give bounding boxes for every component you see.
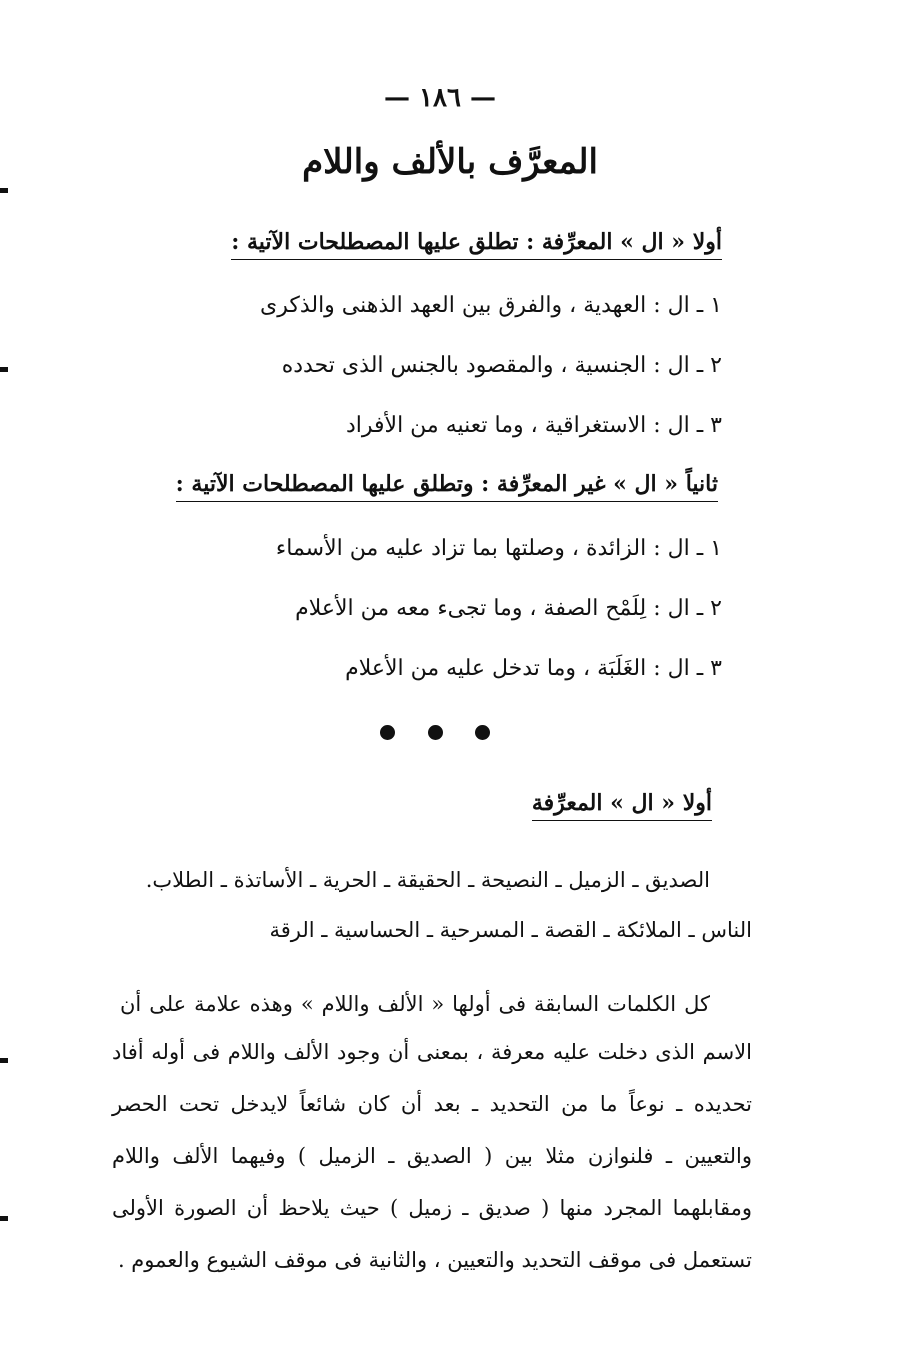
divider-dot	[428, 725, 443, 740]
edge-mark	[0, 367, 8, 372]
section-heading-text: أولا « ال » المعرِّفة	[532, 790, 712, 821]
divider-dot	[380, 725, 395, 740]
section-heading-text: أولا « ال » المعرِّفة : تطلق عليها المصطلحات الآتية :	[231, 229, 722, 260]
edge-mark	[0, 1216, 8, 1221]
list-item: ٢ ـ ال : لِلَمْح الصفة ، وما تجىء معه من الأعلام	[295, 596, 722, 621]
section-heading-defining-al	[231, 226, 722, 258]
list-item: ٣ ـ ال : الغَلَبَة ، وما تدخل عليه من الأعلام	[345, 656, 722, 681]
paragraph-line: الاسم الذى دخلت عليه معرفة ، بمعنى أن وجود الألف واللام فى أوله أفاد	[112, 1040, 752, 1064]
list-item: ١ ـ ال : العهدية ، والفرق بين العهد الذهنى والذكرى	[259, 293, 722, 318]
paragraph-line: تستعمل فى موقف التحديد والتعيين ، والثانية فى موقف الشيوع والعموم .	[117, 1248, 752, 1272]
paragraph-line: ومقابلهما المجرد منها ( صديق ـ زميل ) حيث يلاحظ أن الصورة الأولى	[112, 1196, 752, 1220]
paragraph-line: والتعيين ـ فلنوازن مثلا بين ( الصديق ـ الزميل ) وفيهما الألف واللام	[112, 1144, 752, 1168]
paragraph-line: تحديده ـ نوعاً ما من التحديد ـ بعد أن كان شائعاً لايدخل تحت الحصر	[112, 1092, 752, 1116]
example-words-line: الناس ـ الملائكة ـ القصة ـ المسرحية ـ الحساسية ـ الرقة	[269, 918, 752, 942]
section-heading-non-defining-al	[176, 468, 718, 500]
list-item: ٢ ـ ال : الجنسية ، والمقصود بالجنس الذى تحدده	[281, 353, 722, 378]
paragraph-line: كل الكلمات السابقة فى أولها « الألف واللام » وهذه علامة على أن	[120, 992, 710, 1016]
list-item: ٣ ـ ال : الاستغراقية ، وما تعنيه من الأفراد	[345, 413, 722, 438]
section-heading-examples	[532, 787, 712, 819]
edge-mark	[0, 1058, 8, 1063]
section-divider	[380, 724, 490, 742]
example-words-line: الصديق ـ الزميل ـ النصيحة ـ الحقيقة ـ الحرية ـ الأساتذة ـ الطلاب.	[145, 868, 710, 892]
page-number: — ١٨٦ —	[383, 83, 497, 113]
divider-dot	[475, 725, 490, 740]
edge-mark	[0, 188, 8, 193]
page-title: المعرَّف بالألف واللام	[302, 142, 598, 182]
section-heading-text: ثانياً « ال » غير المعرِّفة : وتطلق عليها المصطلحات الآتية :	[176, 471, 718, 502]
list-item: ١ ـ ال : الزائدة ، وصلتها بما تزاد عليه من الأسماء	[275, 536, 722, 561]
